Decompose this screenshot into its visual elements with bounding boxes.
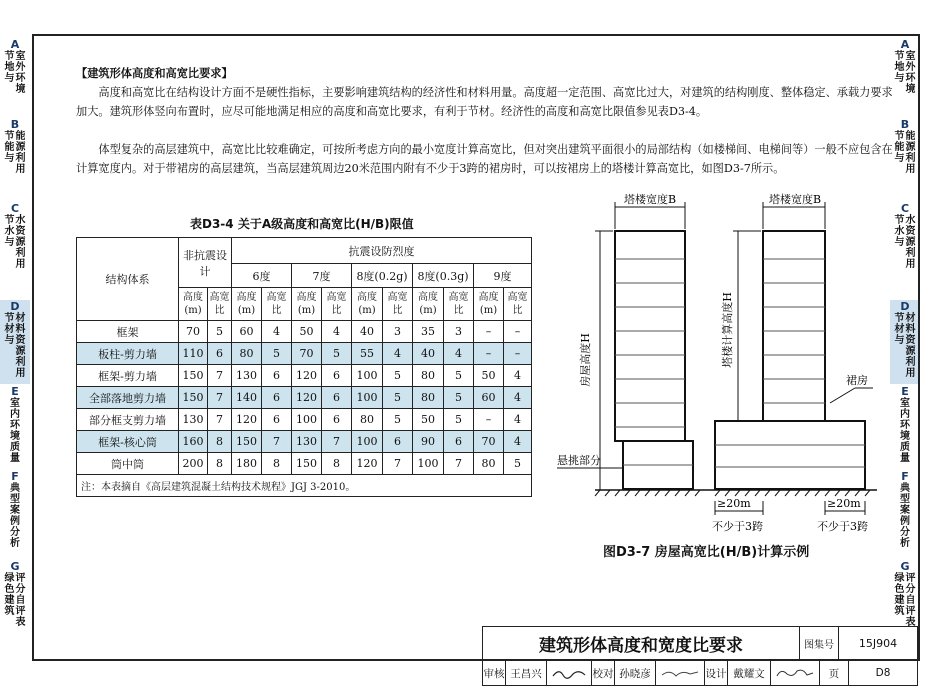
side-tab-label-line: 水 资 源 利 用: [905, 215, 916, 270]
right-floor-lines: [763, 259, 825, 403]
table-cell: 150: [292, 453, 322, 475]
side-tab-label-line: 节 地 与: [4, 51, 15, 84]
table-cell: 100: [292, 409, 322, 431]
side-tab-label-line: 室 内 环 境 质 量: [10, 398, 20, 464]
sub-header-height: 高度(m): [232, 288, 262, 321]
side-tab-f[interactable]: [0, 470, 30, 556]
side-tab-code: E: [11, 385, 19, 398]
table-cell: –: [474, 409, 504, 431]
table-cell: 150: [179, 365, 208, 387]
table-cell: 50: [413, 409, 444, 431]
table-row: [77, 343, 532, 365]
left-tower: [615, 231, 685, 441]
table-cell: 4: [504, 431, 532, 453]
structure-name: 框架-剪力墙: [77, 365, 179, 387]
table-cell: 35: [413, 321, 444, 343]
side-tab-code: C: [10, 202, 20, 215]
intensity-header: 6度: [232, 264, 292, 288]
table-cell: 100: [352, 431, 383, 453]
table-cell: 4: [504, 387, 532, 409]
side-tab-label-line: 评 分 自 评 表: [15, 573, 26, 628]
table-cell: 100: [413, 453, 444, 475]
table-cell: 4: [262, 321, 292, 343]
side-tab-label-line: 节 能 与: [894, 131, 905, 164]
sub-header-height: 高度(m): [413, 288, 444, 321]
table-cell: 60: [474, 387, 504, 409]
side-tab-code: D: [10, 300, 20, 313]
table-cell: 5: [383, 365, 413, 387]
left-ground-hatch: [595, 490, 700, 496]
sub-header-height: 高度(m): [179, 288, 208, 321]
side-tab-g[interactable]: [0, 560, 30, 670]
table-cell: 5: [322, 343, 352, 365]
table-cell: 6: [322, 409, 352, 431]
table-cell: 7: [208, 409, 232, 431]
distance-left: ≥20m: [717, 497, 751, 510]
right-tower-width-label: 塔楼宽度B: [768, 193, 822, 206]
side-tab-d[interactable]: [0, 300, 30, 384]
table-cell: 90: [413, 431, 444, 453]
side-tab-label: [0, 398, 30, 464]
structure-name: 框架: [77, 321, 179, 343]
col-header-seismic: 抗震设防烈度: [232, 238, 532, 264]
table-cell: 4: [504, 365, 532, 387]
structure-name: 板柱-剪力墙: [77, 343, 179, 365]
table-cell: 6: [383, 431, 413, 453]
left-tower-width-label: 塔楼宽度B: [623, 193, 677, 206]
side-tab-label-line: 节 能 与: [4, 131, 15, 164]
table-cell: 180: [232, 453, 262, 475]
table-cell: 5: [262, 343, 292, 365]
table-cell: 6: [208, 343, 232, 365]
section-heading: 【建筑形体高度和高宽比要求】: [76, 67, 233, 80]
intensity-header: 7度: [292, 264, 352, 288]
table-title: 表D3-4 关于A级高度和高宽比(H/B)限值: [190, 217, 414, 231]
spans-left: 不少于3跨: [712, 520, 763, 533]
side-tab-a[interactable]: [0, 38, 30, 114]
side-tab-code: F: [11, 470, 19, 483]
intensity-header: 8度(0.3g): [413, 264, 474, 288]
check-label: 校对: [592, 661, 615, 685]
podium-label: 裙房: [846, 374, 868, 387]
side-tab-label: [0, 483, 30, 549]
table-row: [77, 387, 532, 409]
table-cell: 70: [474, 431, 504, 453]
side-tab-label-line: 节 材 与: [894, 313, 905, 346]
table-cell: 70: [292, 343, 322, 365]
table-cell: 200: [179, 453, 208, 475]
checker-signature: [656, 661, 705, 685]
sub-header-ratio: 高宽比: [444, 288, 474, 321]
table-cell: 120: [292, 365, 322, 387]
side-tab-label-line: 室 外 环 境: [905, 51, 916, 95]
side-tab-label: [0, 51, 30, 95]
left-floor-lines: [615, 259, 685, 427]
side-tab-label: [0, 215, 30, 270]
checker-name: 孙晓彦: [615, 661, 656, 685]
table-cell: 3: [444, 321, 474, 343]
table-cell: 50: [474, 365, 504, 387]
table-cell: 5: [208, 321, 232, 343]
table-cell: 150: [232, 431, 262, 453]
podium: [715, 421, 865, 489]
atlas-label: 图集号: [800, 627, 839, 660]
table-cell: 80: [352, 409, 383, 431]
side-tab-code: A: [10, 38, 20, 51]
table-cell: 40: [413, 343, 444, 365]
side-tab-code: B: [10, 118, 20, 131]
table-cell: –: [474, 343, 504, 365]
side-tab-label: [0, 573, 30, 628]
side-tab-label-line: 室 内 环 境 质 量: [900, 398, 910, 464]
side-tab-label-line: 评 分 自 评 表: [905, 573, 916, 628]
side-tab-code: B: [900, 118, 910, 131]
table-cell: 6: [444, 431, 474, 453]
reviewer-name: 王昌兴: [506, 661, 547, 685]
side-tab-code: A: [900, 38, 910, 51]
table-cell: 130: [292, 431, 322, 453]
table-cell: 5: [444, 409, 474, 431]
table-cell: 160: [179, 431, 208, 453]
height-ratio-figure: [555, 185, 885, 540]
table-cell: 80: [474, 453, 504, 475]
table-cell: 50: [292, 321, 322, 343]
side-tab-label-line: 节 水 与: [894, 215, 905, 248]
sub-header-ratio: 高宽比: [208, 288, 232, 321]
table-cell: 40: [352, 321, 383, 343]
table-cell: 5: [504, 453, 532, 475]
table-cell: 7: [208, 387, 232, 409]
sub-header-height: 高度(m): [292, 288, 322, 321]
col-header-structure: 结构体系: [77, 238, 179, 321]
structure-name: 框架-核心筒: [77, 431, 179, 453]
table-cell: 100: [352, 387, 383, 409]
reviewer-signature: [547, 661, 592, 685]
side-tab-label-line: 典 型 案 例 分 析: [10, 483, 20, 549]
table-cell: 8: [208, 453, 232, 475]
table-cell: 6: [322, 387, 352, 409]
designer-name: 戴耀文: [728, 661, 771, 685]
table-cell: 8: [208, 431, 232, 453]
paragraph-2: 体型复杂的高层建筑中，高宽比比较难确定，可按所考虑方向的最小宽度计算高宽比，但对突出建筑平面很小的局部结构（如楼梯间、电梯间等）一般不应包含在计算宽度内。对于带裙房的高层建筑，当高层建筑周边20米范围内附有不少于3跨的裙房时，可以按裙房上的塔楼计算高宽比，如图D3-7所示。: [76, 143, 893, 175]
table-row: [77, 431, 532, 453]
table-cell: 80: [413, 387, 444, 409]
table-cell: –: [504, 321, 532, 343]
atlas-number: 15J904: [858, 637, 898, 650]
right-ground-hatch: [715, 490, 870, 496]
table-cell: 55: [352, 343, 383, 365]
table-note: 注：本表摘自《高层建筑混凝土结构技术规程》JGJ 3-2010。: [77, 475, 532, 497]
height-ratio-table: [76, 237, 532, 497]
intensity-header: 9度: [474, 264, 532, 288]
side-tab-b[interactable]: [0, 118, 30, 198]
table-cell: 8: [262, 453, 292, 475]
page-label: 页: [820, 661, 849, 685]
paragraph-1: 高度和高宽比在结构设计方面不是硬性指标，主要影响建筑结构的经济性和材料用量。高度超一定范围、高宽比过大，对建筑的结构刚度、整体稳定、承载力要求加大。建筑形体竖向布置时，应尽可能地满足相应的高度和高宽比要求，有利于节材。经济性的高度和高宽比限值参见表D3-4。: [76, 86, 893, 118]
structure-name: 筒中筒: [77, 453, 179, 475]
side-tab-label-line: 节 水 与: [4, 215, 15, 248]
building-height-label: 房屋高度H: [579, 333, 592, 387]
side-tab-label-line: 材 料 资 源 利 用: [15, 313, 26, 379]
table-cell: 7: [208, 365, 232, 387]
side-tab-label-line: 节 地 与: [894, 51, 905, 84]
tower-height-label: 塔楼计算高度H: [721, 292, 734, 368]
sub-header-ratio: 高宽比: [262, 288, 292, 321]
table-cell: 130: [179, 409, 208, 431]
table-cell: 120: [292, 387, 322, 409]
side-tab-e[interactable]: [0, 385, 30, 467]
structure-name: 全部落地剪力墙: [77, 387, 179, 409]
table-cell: 80: [413, 365, 444, 387]
table-cell: 6: [262, 387, 292, 409]
side-tab-label: [0, 131, 30, 175]
side-tab-code: G: [900, 560, 910, 573]
side-tab-label-line: 水 资 源 利 用: [15, 215, 26, 270]
table-cell: 5: [383, 409, 413, 431]
table-cell: –: [474, 321, 504, 343]
table-cell: 6: [262, 409, 292, 431]
sub-header-ratio: 高宽比: [383, 288, 413, 321]
table-cell: 4: [444, 343, 474, 365]
side-tab-label-line: 材 料 资 源 利 用: [905, 313, 916, 379]
structure-name: 部分框支剪力墙: [77, 409, 179, 431]
page-number: D8: [875, 667, 891, 679]
side-tab-code: F: [901, 470, 909, 483]
table-cell: 7: [383, 453, 413, 475]
side-tab-label-line: 典 型 案 例 分 析: [900, 483, 910, 549]
side-tab-label-line: 室 外 环 境: [15, 51, 26, 95]
table-cell: 5: [444, 365, 474, 387]
sub-header-ratio: 高宽比: [322, 288, 352, 321]
side-tab-label-line: 能 源 利 用: [905, 131, 916, 175]
table-cell: 8: [322, 453, 352, 475]
table-cell: 120: [232, 409, 262, 431]
table-cell: 6: [322, 365, 352, 387]
review-label: 审核: [483, 661, 506, 685]
sub-header-height: 高度(m): [474, 288, 504, 321]
design-label: 设计: [705, 661, 728, 685]
table-cell: 3: [383, 321, 413, 343]
side-tab-label-line: 绿 色 建 筑: [894, 573, 905, 617]
table-cell: 60: [232, 321, 262, 343]
table-cell: 7: [262, 431, 292, 453]
side-tab-label-line: 能 源 利 用: [15, 131, 26, 175]
side-tab-code: E: [901, 385, 909, 398]
table-cell: 80: [232, 343, 262, 365]
table-row: [77, 453, 532, 475]
table-cell: 5: [383, 387, 413, 409]
table-cell: 70: [179, 321, 208, 343]
drawing-title: 建筑形体高度和宽度比要求: [483, 627, 800, 660]
table-cell: 6: [262, 365, 292, 387]
side-tab-c[interactable]: [0, 202, 30, 296]
side-tab-label: [0, 313, 30, 379]
table-cell: 140: [232, 387, 262, 409]
intensity-header: 8度(0.2g): [352, 264, 413, 288]
table-row: [77, 321, 532, 343]
sub-header-height: 高度(m): [352, 288, 383, 321]
side-tab-code: G: [10, 560, 20, 573]
table-cell: 5: [444, 387, 474, 409]
side-tab-code: D: [900, 300, 910, 313]
side-tab-code: C: [900, 202, 910, 215]
figure-caption: 图D3-7 房屋高宽比(H/B)计算示例: [603, 545, 810, 560]
table-cell: –: [504, 343, 532, 365]
table-cell: 150: [179, 387, 208, 409]
cantilever-label: 悬挑部分: [557, 454, 601, 467]
table-cell: 4: [383, 343, 413, 365]
table-row: [77, 365, 532, 387]
table-cell: 4: [322, 321, 352, 343]
table-cell: 7: [322, 431, 352, 453]
table-cell: 4: [504, 409, 532, 431]
distance-right: ≥20m: [827, 497, 861, 510]
spans-right: 不少于3跨: [817, 520, 868, 533]
table-cell: 100: [352, 365, 383, 387]
table-cell: 130: [232, 365, 262, 387]
table-cell: 110: [179, 343, 208, 365]
designer-signature: [771, 661, 820, 685]
title-block: [482, 626, 918, 686]
table-row: [77, 409, 532, 431]
sub-header-ratio: 高宽比: [504, 288, 532, 321]
table-cell: 7: [444, 453, 474, 475]
side-tab-label-line: 节 材 与: [4, 313, 15, 346]
table-cell: 120: [352, 453, 383, 475]
col-header-nonseismic: 非抗震设计: [179, 238, 232, 288]
side-tab-label-line: 绿 色 建 筑: [4, 573, 15, 617]
